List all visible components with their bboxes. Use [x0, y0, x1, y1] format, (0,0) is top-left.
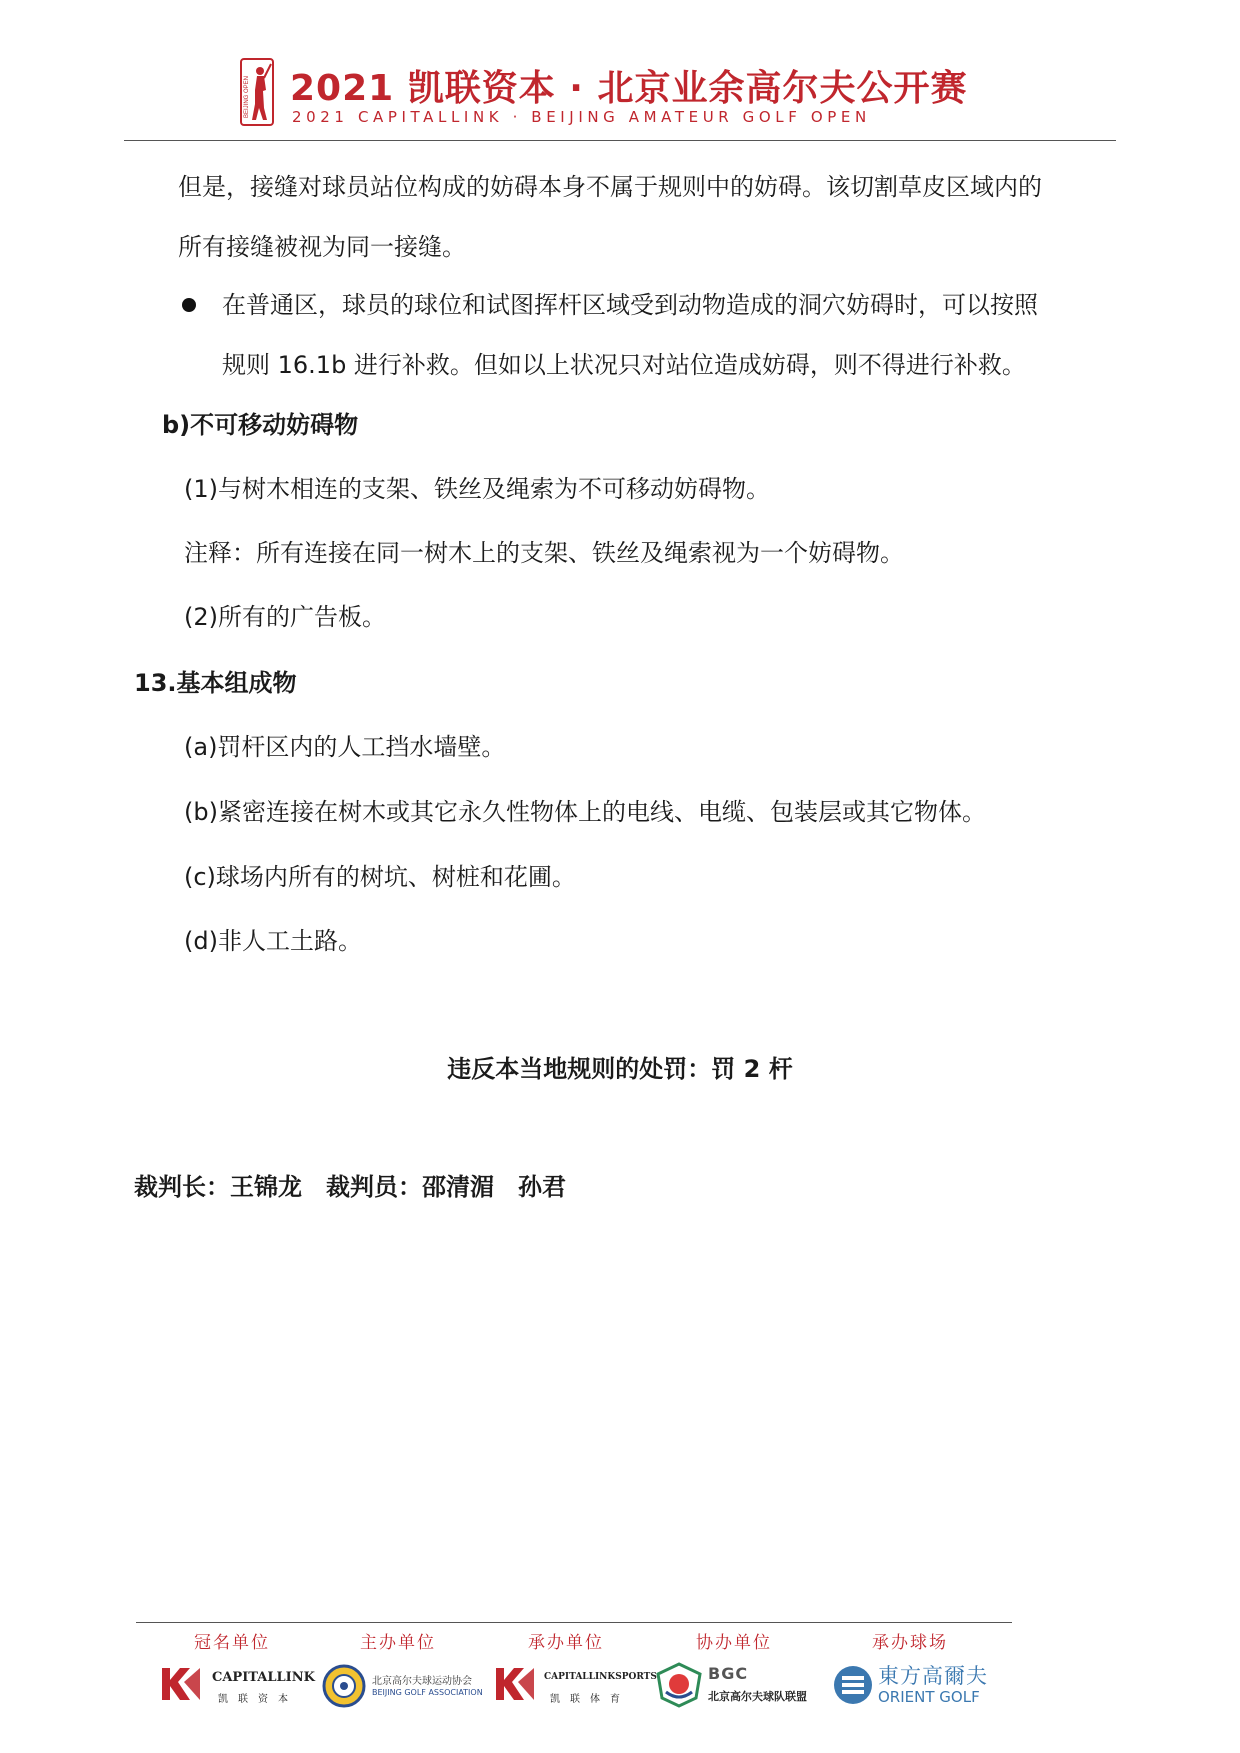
capitallink-sports-cn: 凯联体育 [550, 1694, 630, 1705]
footer-label-title-sponsor: 冠名单位 [194, 1633, 270, 1653]
footer-divider [136, 1622, 1012, 1623]
header-divider [124, 140, 1116, 141]
list-item: (d)非人工土路。 [184, 927, 362, 955]
section-heading-b: b)不可移动妨碍物 [162, 411, 359, 439]
bullet-line: 规则 16.1b 进行补救。但如以上状况只对站位造成妨碍，则不得进行补救。 [222, 351, 1026, 379]
capitallink-sports-en: CAPITALLINKSPORTS [544, 1672, 657, 1682]
paragraph-line: 但是，接缝对球员站位构成的妨碍本身不属于规则中的妨碍。该切割草皮区域内的 [178, 173, 1042, 201]
capitallink-sports-logo [494, 1658, 657, 1710]
officials-line: 裁判长：王锦龙 裁判员：邵清湄 孙君 [134, 1173, 566, 1201]
capitallink-logo [160, 1658, 320, 1710]
capitallink-cn: 凯联资本 [218, 1694, 298, 1705]
list-item: (2)所有的广告板。 [184, 603, 386, 631]
beijing-golf-association-logo [322, 1658, 492, 1710]
penalty-statement: 违反本当地规则的处罚：罚 2 杆 [447, 1055, 793, 1083]
association-en: BEIJING GOLF ASSOCIATION [372, 1688, 483, 1697]
bgc-shield-icon [656, 1662, 702, 1708]
bgc-abbr: BGC [708, 1664, 749, 1683]
bullet-icon [182, 298, 196, 312]
event-title-en: 2021 CAPITALLINK · BEIJING AMATEUR GOLF OPEN [292, 108, 871, 126]
footer-label-venue: 承办球场 [872, 1633, 948, 1653]
note-text: 注释：所有连接在同一树木上的支架、铁丝及绳索视为一个妨碍物。 [184, 539, 904, 567]
event-title-cn: 2021 凯联资本 · 北京业余高尔夫公开赛 [290, 68, 968, 109]
footer-label-organizer: 主办单位 [360, 1633, 436, 1653]
orient-golf-logo [832, 1658, 1002, 1710]
orient-golf-cn: 東方高爾夫 [878, 1664, 988, 1688]
footer-label-host: 承办单位 [528, 1633, 604, 1653]
orient-golf-en: ORIENT GOLF [878, 1688, 980, 1706]
capitallink-sports-mark-icon [494, 1664, 536, 1704]
capitallink-en: CAPITALLINK [212, 1670, 315, 1685]
list-item: (1)与树木相连的支架、铁丝及绳索为不可移动妨碍物。 [184, 475, 770, 503]
golfer-logo-icon [240, 58, 274, 126]
bgc-logo [656, 1658, 826, 1710]
list-item: (b)紧密连接在树木或其它永久性物体上的电线、电缆、包装层或其它物体。 [184, 798, 986, 826]
section-heading-13: 13.基本组成物 [134, 669, 297, 697]
orient-golf-mark-icon [832, 1664, 874, 1706]
association-emblem-icon [322, 1664, 366, 1708]
footer-label-co-organizer: 协办单位 [696, 1633, 772, 1653]
paragraph-line: 所有接缝被视为同一接缝。 [178, 233, 466, 261]
list-item: (a)罚杆区内的人工挡水墙壁。 [184, 733, 506, 761]
svg-text:BEIJING OPEN: BEIJING OPEN [244, 75, 250, 118]
list-item: (c)球场内所有的树坑、树桩和花圃。 [184, 863, 576, 891]
bullet-line: 在普通区，球员的球位和试图挥杆区域受到动物造成的洞穴妨碍时，可以按照 [222, 291, 1038, 319]
association-cn: 北京高尔夫球运动协会 [372, 1676, 472, 1687]
bgc-cn: 北京高尔夫球队联盟 [708, 1690, 807, 1703]
capitallink-mark-icon [160, 1664, 202, 1704]
